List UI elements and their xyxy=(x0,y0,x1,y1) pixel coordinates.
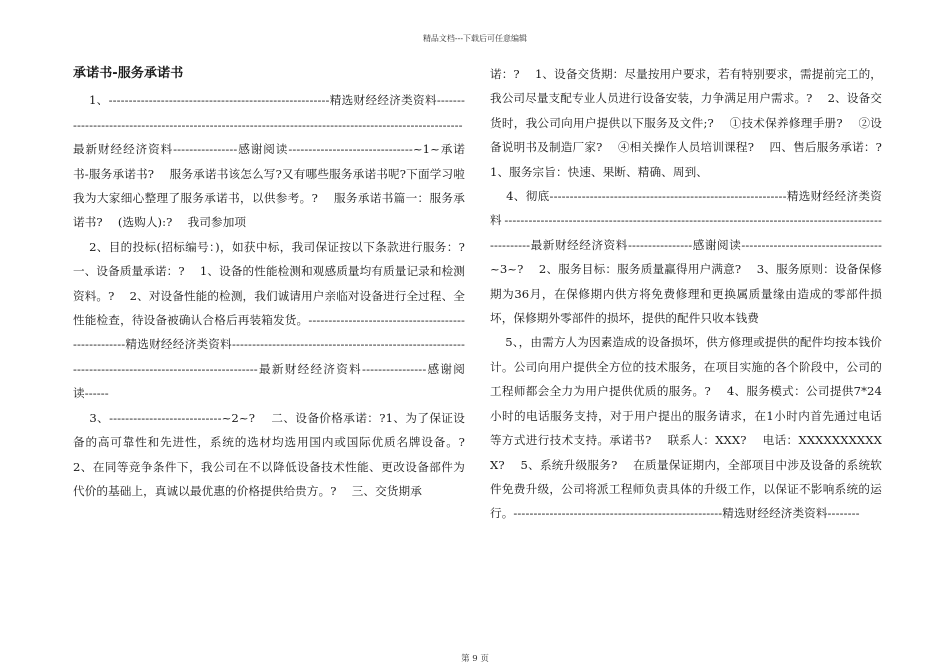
page-header: 精品文档---下载后可任意编辑 xyxy=(422,34,528,43)
right-column xyxy=(490,62,882,526)
paragraph: 诺：? 1、设备交货期：尽量按用户要求，若有特别要求，需提前完工的，我公司尽量支配专业人员进行设备安装，力争满足用户需求。? 2、设备交货时，我公司向用户提供以下服务及文件;? ①技术保养修理手册? ②设备说明书及制造厂家? ④相关操作人员培训课程? 四、售后服务承诺：?1、服务宗旨：快速、果断、精确、周到、 xyxy=(490,67,882,179)
paragraph: 2、目的投标(招标编号：)，如获中标，我司保证按以下条款进行服务：?一、设备质量承诺：? 1、设备的性能检测和观感质量均有质量记录和检测资料。? 2、对设备性能的检测，我们诚请用户亲临对设备进行全过程、全性能检查，待设备被确认合格后再装箱发货。----------------------------------------------------精选财经经济类资料--------------------------------------------------------------------------------------------------------最新财经经济资料----------------感谢阅读------ xyxy=(73,239,465,401)
left-column xyxy=(73,62,481,503)
paragraph: 5、，由需方人为因素造成的设备损坏，供方修理或提供的配件均按本钱价计。公司向用户提供全方位的技术服务，在项目实施的各个阶段中，公司的工程师都会全力为用户提供优质的服务。? 4、服务模式：公司提供7*24小时的电话服务支持，对于用户提出的服务请求，在1小时内首先通过电话等方式进行技术支持。承诺书? 联系人：XXX? 电话：XXXXXXXXXXX? 5、系统升级服务? 在质量保证期内，全部项目中涉及设备的系统软件免费升级，公司将派工程师负责具体的升级工作，以保证不影响系统的运行。----------------------------------------------------精选财经经济类资料-------- xyxy=(490,335,882,521)
paragraph: 3、----------------------------~2~? 二、设备价格承诺：?1、为了保证设备的高可靠性和先进性，系统的选材均选用国内或国际优质名牌设备。? 2、在同等竞争条件下，我公司在不以降低设备技术性能、更改设备部件为代价的基础上，真诚以最优惠的价格提供给贵方。? 三、交货期承 xyxy=(73,410,481,498)
paragraph: 1、-------------------------------------------------------精选财经经济类资料--------------------------------------------------------------------------------------------------------最新财经经济资料----------------感谢阅读-------------------------------~1~承诺书-服务承诺书? 服务承诺书该怎么写?又有哪些服务承诺书呢?下面学习啦我为大家细心整理了服务承诺书，以供参考。? 服务承诺书篇一：服务承诺书? (选购人):? 我司参加项 xyxy=(73,93,465,230)
page-number: 第 9 页 xyxy=(461,654,489,664)
paragraph: 4、彻底-----------------------------------------------------------精选财经经济类资料--------------------------------------------------------------------------------------------------------最新财经经济资料----------------感谢阅读-----------------------------------~3~? 2、服务目标：服务质量赢得用户满意? 3、服务原则：设备保修期为36月，在保修期内供方将免费修理和更换属质量缘由造成的零部件损坏，保修期外零部件的损坏，提供的配件只收本钱费 xyxy=(490,189,882,326)
document-title: 承诺书-服务承诺书 xyxy=(73,66,184,81)
